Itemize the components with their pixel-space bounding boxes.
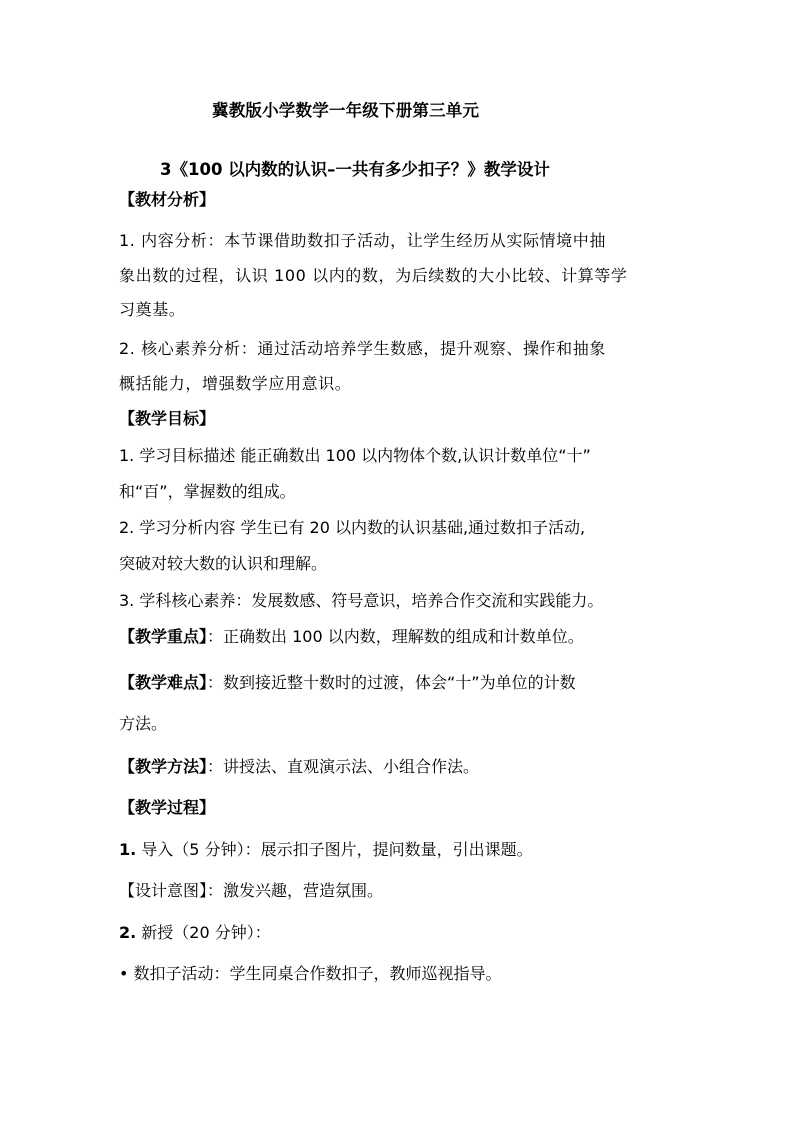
goals-item1-line1: 1. 学习目标描述 能正确数出 100 以内物体个数,认识计数单位“十” — [119, 446, 591, 465]
methods-label: 【教学方法】 — [119, 757, 208, 776]
process-step2 — [119, 922, 271, 944]
design-intent-text: ：激发兴趣，营造氛围。 — [207, 881, 384, 900]
difficulties-text-line1: ：数到接近整十数时的过渡，体会“十”为单位的计数 — [207, 673, 576, 692]
key-points-text: ：正确数出 100 以内数，理解数的组成和计数单位。 — [207, 627, 584, 646]
process-step2-number: 2. — [119, 923, 137, 942]
bullet-icon: • — [119, 964, 129, 983]
document-title-line2: 3《100 以内数的认识–一共有多少扣子？》教学设计 — [160, 160, 550, 179]
document-title-line1: 冀教版小学数学一年级下册第三单元 — [212, 101, 480, 120]
difficulties-row — [119, 672, 576, 694]
process-step1 — [119, 839, 533, 861]
goals-item1-line2: 和“百”，掌握数的组成。 — [119, 482, 296, 501]
process-bullet-text: 数扣子活动：学生同桌合作数扣子，教师巡视指导。 — [128, 964, 502, 983]
process-step2-text: 新授（20 分钟）： — [136, 923, 271, 942]
design-intent-row — [119, 880, 383, 902]
difficulties-text-line2: 方法。 — [119, 714, 168, 733]
textbook-item2-line1: 2. 核心素养分析：通过活动培养学生数感，提升观察、操作和抽象 — [119, 339, 606, 358]
difficulties-label: 【教学难点】 — [119, 673, 208, 692]
process-step1-text: 导入（5 分钟）：展示扣子图片，提问数量，引出课题。 — [136, 840, 533, 859]
goals-item2-line1: 2. 学习分析内容 学生已有 20 以内数的认识基础,通过数扣子活动, — [119, 518, 586, 537]
section-heading-teaching-goals: 【教学目标】 — [119, 409, 216, 428]
textbook-item1-line2: 象出数的过程，认识 100 以内的数，为后续数的大小比较、计算等学 — [119, 266, 628, 285]
textbook-item1-line1: 1. 内容分析：本节课借助数扣子活动，让学生经历从实际情境中抽 — [119, 231, 606, 250]
process-bullet-item — [119, 963, 502, 985]
section-heading-textbook-analysis: 【教材分析】 — [119, 190, 216, 209]
design-intent-label: 【设计意图】 — [119, 881, 208, 900]
textbook-item2-line2: 概括能力，增强数学应用意识。 — [119, 374, 352, 393]
textbook-item1-line3: 习奠基。 — [119, 300, 186, 319]
process-step1-number: 1. — [119, 840, 137, 859]
goals-item2-line2: 突破对较大数的认识和理解。 — [119, 554, 328, 573]
key-points-label: 【教学重点】 — [119, 627, 208, 646]
methods-text: ：讲授法、直观演示法、小组合作法。 — [207, 757, 480, 776]
methods-row — [119, 756, 479, 778]
section-heading-teaching-process: 【教学过程】 — [119, 798, 216, 817]
key-points-row — [119, 626, 584, 648]
goals-item3-line1: 3. 学科核心素养：发展数感、符号意识，培养合作交流和实践能力。 — [119, 591, 604, 610]
